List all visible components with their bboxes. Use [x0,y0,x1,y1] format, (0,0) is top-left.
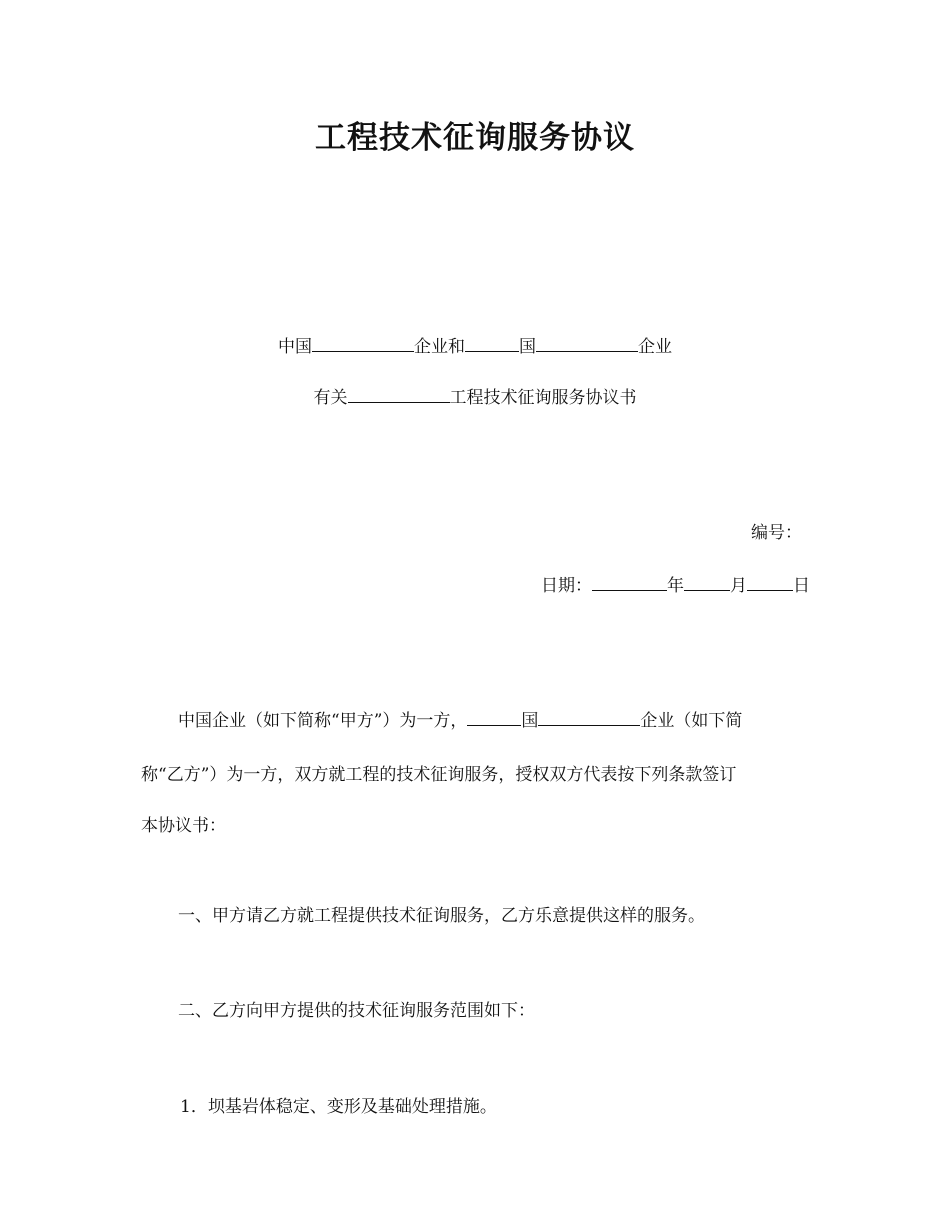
heading-text-regarding: 有关 [313,388,348,408]
intro-text-b: 国 [521,711,539,731]
intro-line-1 [178,709,742,732]
heading-text-china: 中国 [278,337,312,357]
blank-day [747,574,793,591]
heading-line-1 [0,335,950,358]
blank-intro-country [467,709,521,726]
heading-text-enterprise-and: 企业和 [414,337,465,357]
clause-2-item-1: 1．坝基岩体稳定、变形及基础处理措施。 [180,1097,497,1117]
blank-intro-enterprise [538,709,640,726]
blank-chinese-enterprise [312,335,414,352]
intro-line-2: 称“乙方”）为一方，双方就工程的技术征询服务，授权双方代表按下列条款签订 [141,765,737,785]
date-year-label: 年 [667,576,684,596]
blank-country [465,335,519,352]
heading-text-agreement: 工程技术征询服务协议书 [449,388,637,408]
blank-project-name [348,386,450,403]
date-day-label: 日 [793,576,810,596]
document-title: 工程技术征询服务协议 [315,120,635,156]
clause-1: 一、甲方请乙方就工程提供技术征询服务，乙方乐意提供这样的服务。 [178,906,705,926]
heading-line-2 [0,386,950,409]
clause-2: 二、乙方向甲方提供的技术征询服务范围如下： [178,1001,535,1021]
date-line [541,574,810,597]
date-label: 日期： [541,576,592,596]
date-month-label: 月 [730,576,747,596]
heading-text-country: 国 [519,337,536,357]
serial-number-label: 编号： [751,523,802,543]
blank-year [592,574,667,591]
intro-text-a: 中国企业（如下简称“甲方”）为一方， [178,711,468,731]
heading-text-enterprise: 企业 [638,337,672,357]
intro-line-3: 本协议书： [141,816,226,836]
intro-text-c: 企业（如下简 [640,711,743,731]
blank-foreign-enterprise [536,335,638,352]
blank-month [684,574,730,591]
